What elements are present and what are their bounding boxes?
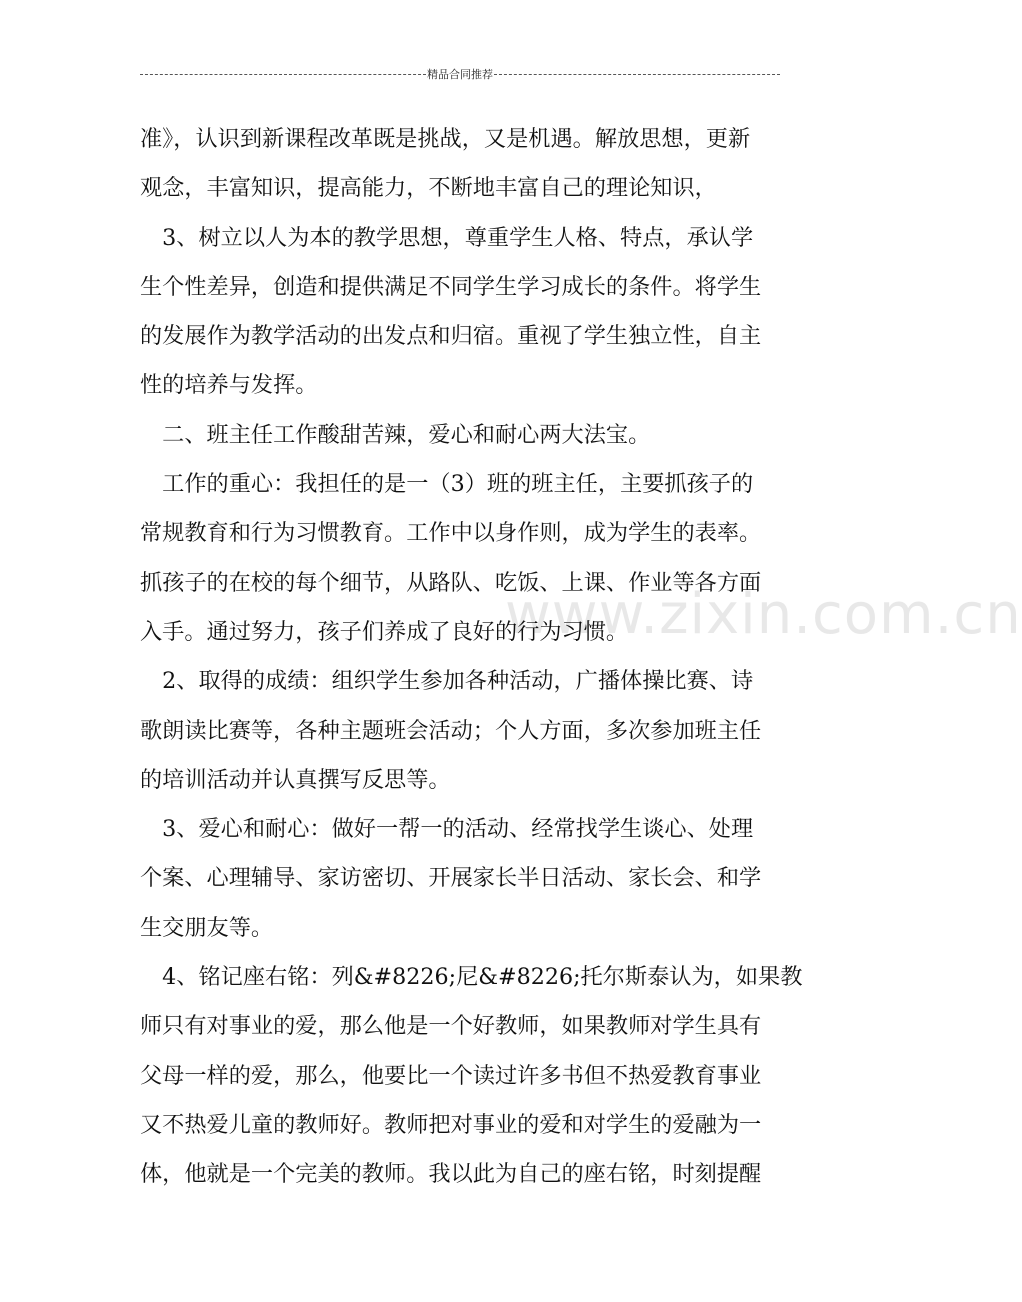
page-header [140,66,780,82]
text-line: 个案、心理辅导、家访密切、开展家长半日活动、家长会、和学 [140,865,762,892]
text-line: 抓孩子的在校的每个细节，从路队、吃饭、上课、作业等各方面 [140,569,762,596]
text-line: 4、铭记座右铭：列&#8226;尼&#8226;托尔斯泰认为，如果教 [140,964,803,991]
text-line: 准》，认识到新课程改革既是挑战，又是机遇。解放思想，更新 [140,126,751,152]
watermark: www.zixin.com.cn [505,582,1022,647]
text-line: 的发展作为教学活动的出发点和归宿。重视了学生独立性，自主 [140,323,762,350]
header-rule-right [494,74,780,75]
text-line: 又不热爱儿童的教师好。教师把对事业的爱和对学生的爱融为一 [140,1111,762,1138]
text-line: 师只有对事业的爱，那么他是一个好教师，如果教师对学生具有 [140,1013,762,1040]
text-line: 体，他就是一个完美的教师。我以此为自己的座右铭，时刻提醒 [140,1161,762,1188]
text-line: 歌朗读比赛等，各种主题班会活动；个人方面，多次参加班主任 [140,717,762,744]
text-line: 工作的重心：我担任的是一（3）班的班主任，主要抓孩子的 [140,471,754,498]
text-line: 2、取得的成绩：组织学生参加各种活动，广播体操比赛、诗 [140,668,754,695]
header-title: 精品合同推荐 [427,68,493,81]
text-line: 3、树立以人为本的教学思想，尊重学生人格、特点，承认学 [140,224,754,251]
text-line: 性的培养与发挥。 [140,372,318,399]
section-heading: 二、班主任工作酸甜苦辣，爱心和耐心两大法宝。 [140,421,651,448]
header-rule-left [140,74,426,75]
text-line: 入手。通过努力，孩子们养成了良好的行为习惯。 [140,618,629,645]
text-line: 3、爱心和耐心：做好一帮一的活动、经常找学生谈心、处理 [140,816,754,843]
text-line: 父母一样的爱，那么，他要比一个读过许多书但不热爱教育事业 [140,1062,762,1089]
text-line: 生个性差异，创造和提供满足不同学生学习成长的条件。将学生 [140,273,762,300]
text-line: 的培训活动并认真撰写反思等。 [140,766,451,793]
document-body [140,115,803,1200]
text-line: 常规教育和行为习惯教育。工作中以身作则，成为学生的表率。 [140,520,762,547]
text-line: 观念，丰富知识，提高能力，不断地丰富自己的理论知识， [140,175,717,202]
text-line: 生交朋友等。 [140,914,274,941]
